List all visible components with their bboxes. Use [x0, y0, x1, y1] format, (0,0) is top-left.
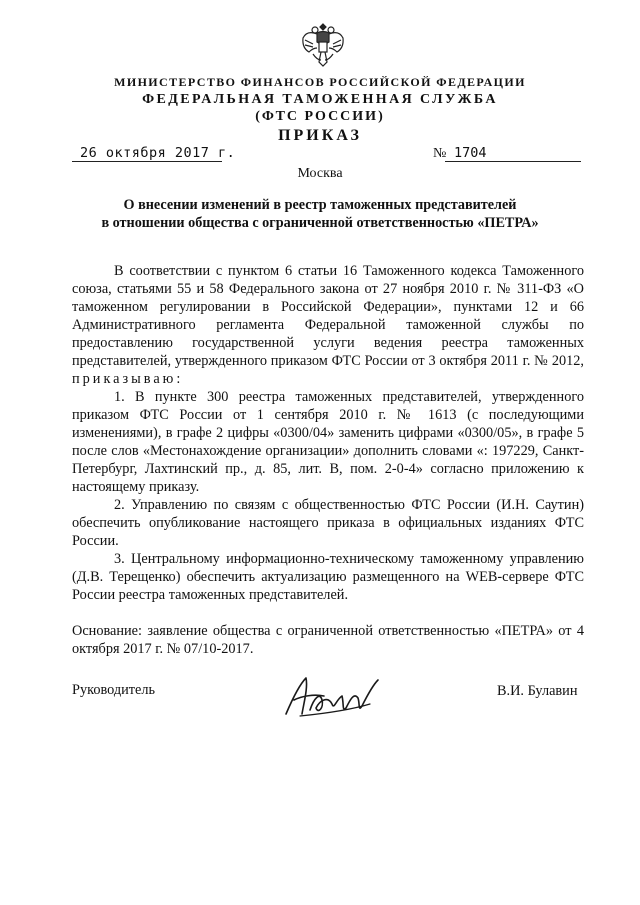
- city: Москва: [297, 166, 343, 181]
- document-body: [72, 262, 584, 658]
- item-2: 2. Управлению по связям с общественностью ФТС России (И.Н. Саутин) обеспечить опубликование настоящего приказа в официальных изданиях ФТС России.: [72, 497, 584, 549]
- ministry-name: МИНИСТЕРСТВО ФИНАНСОВ РОССИЙСКОЙ ФЕДЕРАЦИИ: [114, 75, 526, 89]
- document-type: ПРИКАЗ: [278, 127, 362, 144]
- date-underline: [72, 161, 222, 162]
- signer-name: В.И. Булавин: [497, 683, 578, 699]
- preamble-text: В соответствии с пунктом 6 статьи 16 Таможенного кодекса Таможенного союза, статьями 55 и 58 Федерального закона от 27 ноября 2010 г. № 311-ФЗ «О таможенном регулировании в Российской Федерации», пунктами 12 и 66 Административного регламента Федеральной таможенной службы по предоставлению государственной услуги ведения реестра таможенных представителей, утвержденного приказом ФТС России от 3 октября 2011 г. № 2012,: [72, 263, 584, 369]
- number-sign: №: [433, 146, 447, 161]
- basis-paragraph: Основание: заявление общества с ограниченной ответственностью «ПЕТРА» от 4 октября 2017 г. № 07/10-2017.: [72, 623, 584, 657]
- order-number: 1704: [454, 145, 487, 161]
- coat-of-arms-icon: [299, 18, 347, 72]
- title-line-2: в отношении общества с ограниченной ответственностью «ПЕТРА»: [101, 215, 539, 231]
- preamble-paragraph: [72, 262, 584, 388]
- order-date: 26 октября 2017 г.: [80, 145, 236, 161]
- document-title: [0, 196, 640, 232]
- handwritten-signature-icon: [280, 670, 390, 722]
- signer-role: Руководитель: [72, 682, 156, 698]
- title-line-1: О внесении изменений в реестр таможенных представителей: [123, 197, 517, 213]
- item-1: 1. В пункте 300 реестра таможенных представителей, утвержденного приказом ФТС России от 1 сентября 2010 г. № 1613 (с последующими изменениями), в графе 2 цифры «0300/04» заменить цифрами «0300/05», в графе 5 после слов «Местонахождение организации» дополнить словами «: 197229, Санкт-Петербург, Лахтинский пр., д. 85, лит. В, пом. 2-0-4» согласно приложению к настоящему приказу.: [72, 389, 584, 495]
- item-3: 3. Центральному информационно-техническому таможенному управлению (Д.В. Терещенко) обеспечить актуализацию размещенного на WEB-сервере ФТС России реестра таможенных представителей.: [72, 551, 584, 603]
- service-short-name: (ФТС РОССИИ): [255, 109, 385, 124]
- orders-word: приказываю:: [72, 371, 184, 387]
- number-underline: [445, 161, 581, 162]
- service-name: ФЕДЕРАЛЬНАЯ ТАМОЖЕННАЯ СЛУЖБА: [142, 92, 498, 107]
